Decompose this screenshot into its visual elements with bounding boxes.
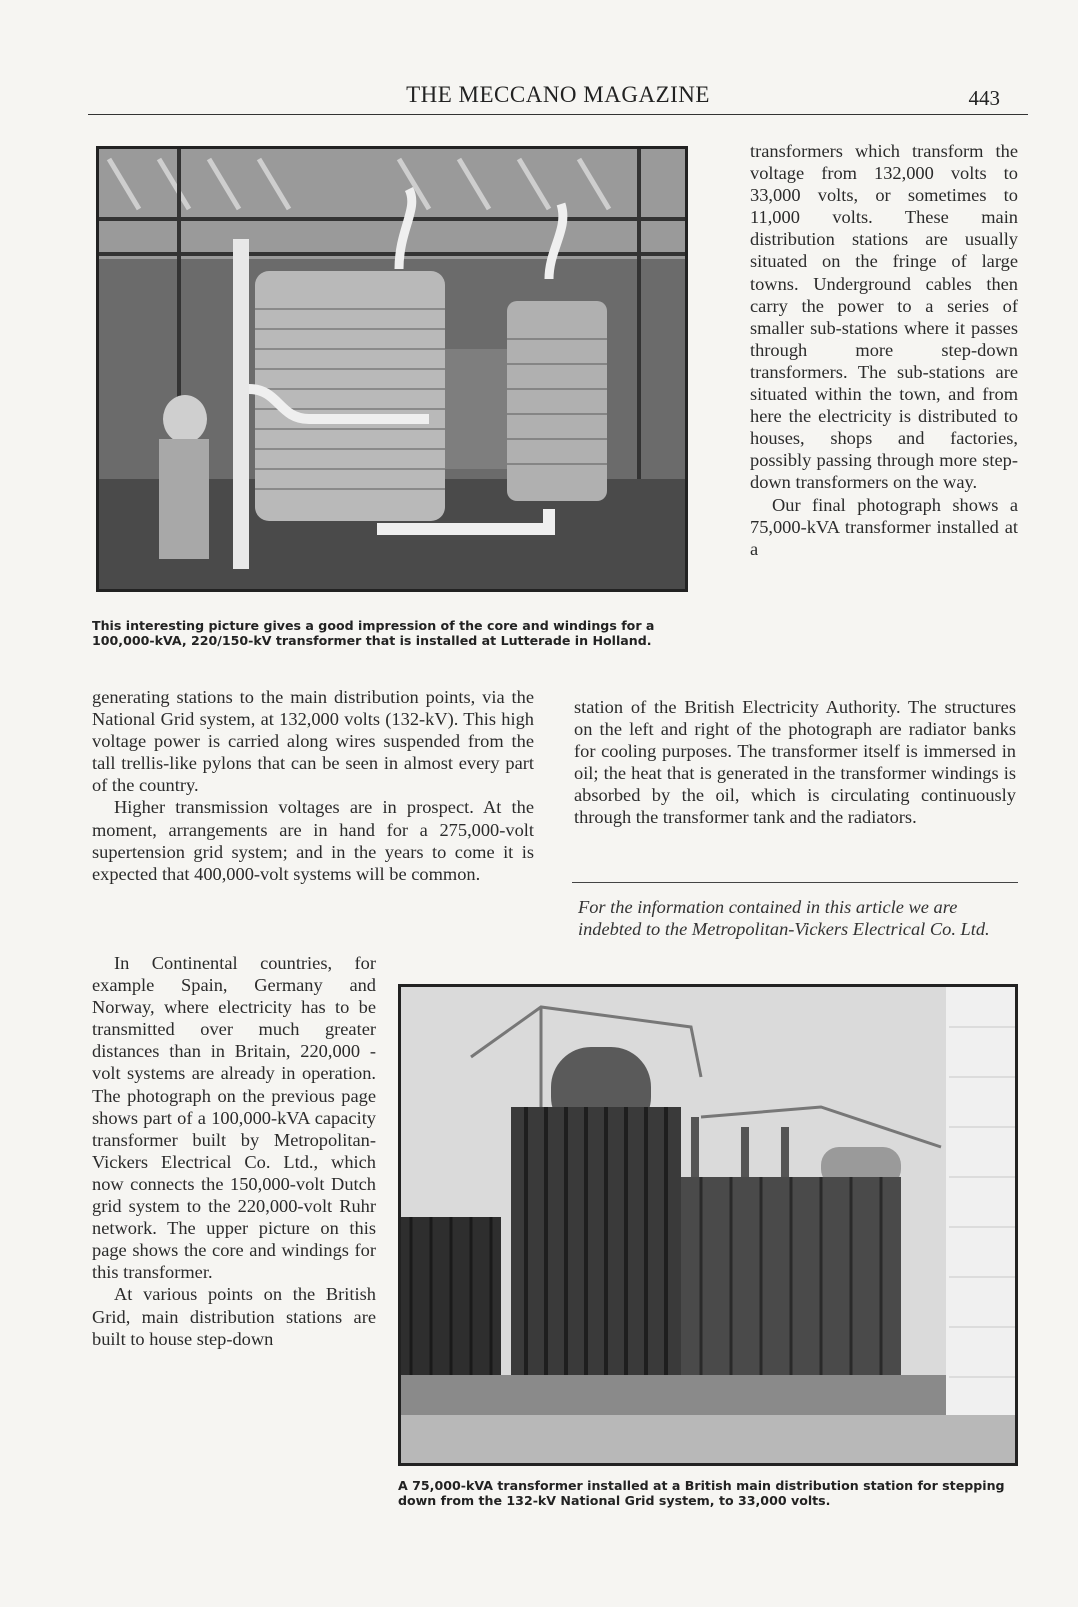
left-column-paragraph-2: Higher transmission voltages are in prospect. At the moment, arrangements are in hand for a 275,000-volt supertension grid system; and in the years to come it is expected that 400,000-volt systems will be common. [92, 797, 534, 884]
left-column-paragraph-1: generating stations to the main distribution points, via the National Grid system, at 132,000 volts (132-kV). This high voltage power is carried along wires suspended from the tall trellis-like pylons that can be seen in almost every part of the country. [92, 687, 534, 796]
transformer-station-illustration [401, 987, 1015, 1463]
left-narrow-paragraph-2: At various points on the British Grid, main distribution stations are built to house step-down [92, 1284, 376, 1349]
transformer-core-photo [96, 146, 688, 592]
transformer-station-photo [398, 984, 1018, 1466]
right-column-paragraph-3: station of the British Electricity Authority. The structures on the left and right of the photograph are radiator banks for cooling purposes. The transformer itself is immersed in oil; the heat that is generated in the transformer windings is absorbed by the oil, which is circulating continuously through the transformer tank and the radiators. [574, 697, 1016, 828]
credit-divider [572, 882, 1018, 883]
right-column-top-text [750, 140, 1018, 560]
right-column-mid-text [574, 696, 1016, 829]
transformer-core-illustration [99, 149, 685, 589]
page-header [88, 80, 1028, 115]
left-column-text [92, 686, 534, 885]
left-narrow-column-text [92, 952, 376, 1350]
page-number: 443 [968, 86, 1000, 110]
figure-caption-bottom: A 75,000-kVA transformer installed at a British main distribution station for stepping down from the 132-kV National Grid system, to 33,000 volts. [398, 1478, 1005, 1508]
right-column-paragraph-1: transformers which transform the voltage from 132,000 volts to 33,000 volts, or sometimes to 11,000 volts. These main distribution stations are usually situated on the fringe of large towns. Underground cables then carry the power to a series of smaller sub-stations where it passes through more step-down transformers. The sub-stations are situated within the town, and from here the electricity is distributed to houses, shops and factories, possibly passing through more step-down transformers on the way. [750, 141, 1018, 493]
right-column-paragraph-2: Our final photograph shows a 75,000-kVA transformer installed at a [750, 494, 1018, 559]
figure-caption-top: This interesting picture gives a good impression of the core and windings for a 100,000-kVA, 220/150-kV transformer that is installed at Lutterade in Holland. [92, 618, 655, 648]
left-narrow-paragraph-1: In Continental countries, for example Spain, Germany and Norway, where electricity has to be transmitted over much greater distances than in Britain, 220,000 - volt systems are already in operation. The photograph on the previous page shows part of a 100,000-kVA capacity transformer built by Metropolitan-Vickers Electrical Co. Ltd., which now connects the 150,000-volt Dutch grid system to the 220,000-volt Ruhr network. The upper picture on this page shows the core and windings for this transformer. [92, 953, 376, 1283]
article-credit: For the information contained in this article we are indebted to the Metropolitan-Vickers Electrical Co. Ltd. [578, 897, 990, 939]
running-title: THE MECCANO MAGAZINE [406, 82, 710, 107]
